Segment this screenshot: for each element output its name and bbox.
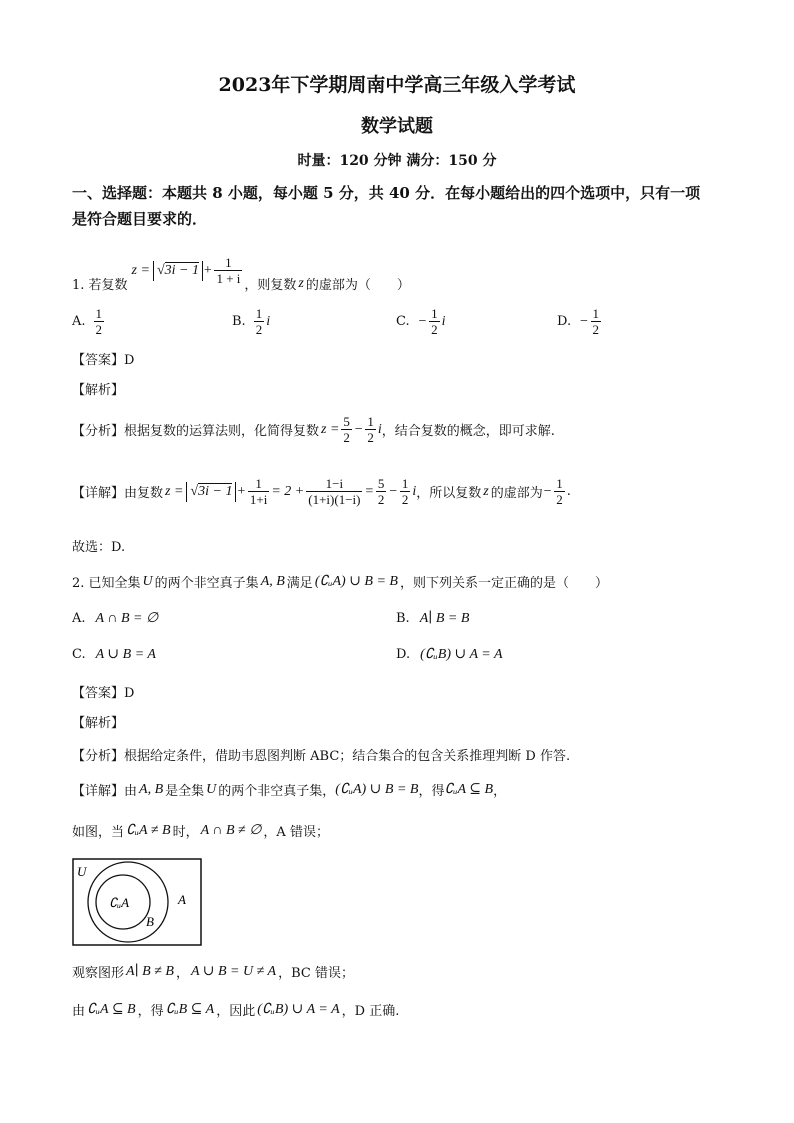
frac-num: 1	[95, 306, 103, 321]
q2-option-c-text: A ∪ B = A	[95, 647, 156, 662]
q1-option-b-label: B.	[232, 314, 246, 329]
frac-den: 2	[95, 322, 103, 337]
q1-detail-end: .	[566, 484, 571, 499]
venn-label-b: B	[146, 914, 154, 929]
q1-sqrt-term: 3i − 1	[164, 262, 199, 278]
q2-line4-m2: ∁ᵤB ⊆ A	[165, 1002, 215, 1017]
frac-num: 1	[431, 306, 438, 321]
q1-detail-sqrt-term: 3i − 1	[198, 483, 233, 499]
q2-line3-a: 观察图形	[72, 966, 125, 981]
q2-stem	[72, 572, 608, 591]
section-heading	[72, 180, 732, 232]
q2-option-a-text: A ∩ B = ∅	[95, 611, 159, 626]
q2-option-a	[72, 610, 158, 627]
q1-detail-frac5	[554, 476, 565, 507]
q1-detail-frac4	[400, 476, 411, 507]
q1-detail-tail2: 的虚部为	[490, 486, 543, 501]
q2-AB: A, B	[260, 573, 285, 589]
frac-num: 1−i	[306, 476, 362, 492]
q1-fenxi-frac2	[365, 414, 376, 445]
q1-option-c-minus: −	[417, 313, 428, 329]
frac-den: 2	[255, 322, 263, 337]
q2-fenxi: 【分析】根据给定条件，借助韦恩图判断 ABC；结合集合的包含关系推理判断 D 作答.	[72, 749, 571, 764]
frac-num: 1	[367, 414, 374, 429]
q2-detail-e: ，	[493, 784, 507, 799]
q2-option-b	[396, 610, 469, 627]
q1-plus: +	[202, 262, 213, 278]
q1-option-d-frac	[591, 306, 602, 337]
q1-option-b	[232, 306, 270, 337]
q1-option-a	[72, 306, 106, 337]
frac-den: 2	[377, 492, 385, 507]
q1-option-d	[557, 306, 603, 337]
q2-line3-m2: A ∪ B = U ≠ A	[190, 964, 277, 979]
q1-detail	[72, 476, 571, 507]
q2-option-d-label: D.	[396, 647, 411, 662]
q1-z: z	[298, 275, 304, 291]
q2-line4-c: ，因此	[216, 1004, 256, 1019]
frac-den: 2	[343, 430, 350, 445]
q2-cond: (∁ᵤA) ∪ B = B	[314, 574, 398, 589]
q1-frac-num: 1	[214, 255, 242, 271]
q1-fenxi	[72, 414, 555, 445]
section-heading-line1: 一、选择题：本题共 8 小题，每小题 5 分，共 40 分．在每小题给出的四个选项中，只有一项	[72, 184, 701, 202]
venn-label-a: A	[178, 892, 186, 907]
q1-fenxi-tail: ，结合复数的概念，即可求解.	[381, 424, 555, 439]
q1-option-d-minus: −	[579, 313, 589, 329]
q1-detail-tail: ，所以复数	[416, 486, 482, 501]
q1-detail-frac3	[376, 476, 387, 507]
q1-answer: 【答案】D	[72, 353, 135, 368]
frac-num: 1	[401, 476, 409, 491]
q2-detail-b: 是全集	[165, 784, 205, 799]
subject-title: 数学试题	[361, 116, 433, 137]
frac-den: 2	[401, 492, 409, 507]
section-heading-line2: 是符合题目要求的．	[72, 210, 208, 228]
frac-num: 1	[248, 476, 269, 492]
q1-option-b-i: i	[266, 313, 271, 329]
q1-z-eq: z =	[131, 262, 150, 278]
q2-line4-a: 由	[72, 1004, 86, 1019]
q2-option-a-label: A.	[72, 611, 86, 626]
q1-analysis-tag: 【解析】	[72, 383, 125, 398]
q2-U: U	[142, 573, 153, 589]
frac-den: 2	[592, 322, 600, 337]
exam-title: 2023年下学期周南中学高三年级入学考试	[218, 74, 576, 96]
q2-stem-d: ，则下列关系一定正确的是（ ）	[399, 576, 608, 591]
q2-line4-b: ，得	[137, 1004, 164, 1019]
q2-answer: 【答案】D	[72, 686, 135, 701]
q2-option-c	[72, 646, 156, 663]
q2-option-c-label: C.	[72, 647, 86, 662]
q1-detail-neg: −	[542, 483, 553, 499]
q2-stem-a: 2. 已知全集	[72, 576, 141, 591]
q1-option-c-frac	[429, 306, 440, 337]
q2-line4-m1: ∁ᵤA ⊆ B	[87, 1002, 136, 1017]
q2-line3-b: ，	[175, 966, 189, 981]
q2-detail	[72, 780, 506, 799]
q2-line3-c: ，BC 错误；	[278, 966, 354, 981]
exam-info: 时量：120 分钟 满分：150 分	[297, 153, 497, 169]
frac-num: 1	[556, 476, 563, 491]
q1-fenxi-lhs: z =	[321, 421, 340, 437]
q2-stem-b: 的两个非空真子集	[154, 576, 259, 591]
q1-option-b-frac	[254, 306, 265, 337]
q2-line2-cond: ∁ᵤA ≠ B	[126, 823, 171, 838]
q2-line2	[72, 821, 329, 840]
q1-detail-minus: −	[388, 483, 398, 499]
frac-num: 5	[377, 476, 385, 491]
q2-line4-m3: (∁ᵤB) ∪ A = A	[257, 1002, 340, 1017]
q2-option-d-text: (∁ᵤB) ∪ A = A	[420, 647, 503, 662]
frac-den: 2	[556, 492, 563, 507]
q1-tail2: 的虚部为（ ）	[305, 278, 410, 293]
q2-line3-m1: A∣ B ≠ B	[126, 964, 174, 979]
q1-detail-z2: z	[483, 483, 489, 499]
q1-tail: ，则复数	[244, 278, 297, 293]
q1-fenxi-minus: −	[353, 421, 364, 437]
q1-detail-eq3: =	[364, 483, 374, 499]
frac-num: 5	[343, 414, 350, 429]
q2-detail-U: U	[206, 781, 217, 797]
q2-line4-d: ，D 正确.	[341, 1004, 400, 1019]
q1-sqrt: √3i − 1	[156, 262, 199, 278]
q2-option-b-text: A∣ B = B	[419, 611, 470, 626]
q2-option-b-label: B.	[396, 611, 410, 626]
venn-label-complement: ∁ᵤA	[109, 895, 130, 910]
q1-detail-eq2: = 2 +	[271, 483, 305, 499]
q1-detail-frac2	[306, 476, 362, 507]
q1-frac-den: 1 + i	[216, 271, 241, 286]
q1-detail-frac1	[248, 476, 269, 507]
q1-detail-sqrt: √3i − 1	[190, 483, 233, 499]
q1-abs	[153, 261, 203, 281]
q1-detail-z: z =	[165, 483, 184, 499]
q1-option-d-label: D.	[557, 314, 572, 329]
q2-detail-AB: A, B	[139, 781, 164, 797]
q2-stem-c: 满足	[286, 576, 313, 591]
q1-detail-i: i	[412, 483, 417, 499]
q1-number: 1. 若复数	[72, 278, 128, 293]
q2-detail-sub: ∁ᵤA ⊆ B	[444, 782, 494, 797]
frac-num: 1	[255, 306, 263, 321]
q1-fenxi-frac1	[341, 414, 352, 445]
q1-option-a-label: A.	[72, 314, 86, 329]
q1-detail-lead: 【详解】由复数	[72, 486, 164, 501]
q1-option-c-i: i	[441, 313, 446, 329]
q1-fenxi-lead: 【分析】根据复数的运算法则，化简得复数	[72, 424, 320, 439]
q2-line4	[72, 1000, 399, 1019]
q2-detail-a: 【详解】由	[72, 784, 138, 799]
q2-analysis-tag: 【解析】	[72, 716, 125, 731]
q2-detail-c: 的两个非空真子集，	[218, 784, 336, 799]
q1-expression	[132, 255, 245, 286]
frac-num: 1	[592, 306, 600, 321]
frac-den: 1+i	[249, 492, 268, 507]
q2-option-d	[396, 646, 503, 663]
q2-line2-res: A ∩ B ≠ ∅	[200, 823, 262, 838]
venn-label-u: U	[77, 864, 87, 879]
q1-frac	[214, 255, 242, 286]
q2-detail-d: ，得	[418, 784, 445, 799]
q1-fenxi-i: i	[377, 421, 382, 437]
q2-line3	[72, 962, 354, 981]
q1-detail-plus: +	[236, 483, 246, 499]
frac-den: (1+i)(1−i)	[308, 492, 361, 507]
frac-den: 2	[367, 430, 374, 445]
q2-line2-a: 如图，当	[72, 825, 125, 840]
q2-line2-c: ，A 错误；	[263, 825, 329, 840]
q2-line2-b: 时，	[172, 825, 199, 840]
venn-diagram	[72, 858, 204, 948]
q1-conclusion: 故选：D.	[72, 540, 126, 555]
q1-option-a-frac	[94, 306, 105, 337]
q2-detail-cond: (∁ᵤA) ∪ B = B	[335, 782, 419, 797]
frac-den: 2	[431, 322, 438, 337]
q1-detail-abs	[186, 482, 236, 502]
q1-stem	[72, 248, 410, 293]
q1-option-c-label: C.	[396, 314, 410, 329]
q1-option-c	[396, 306, 445, 337]
